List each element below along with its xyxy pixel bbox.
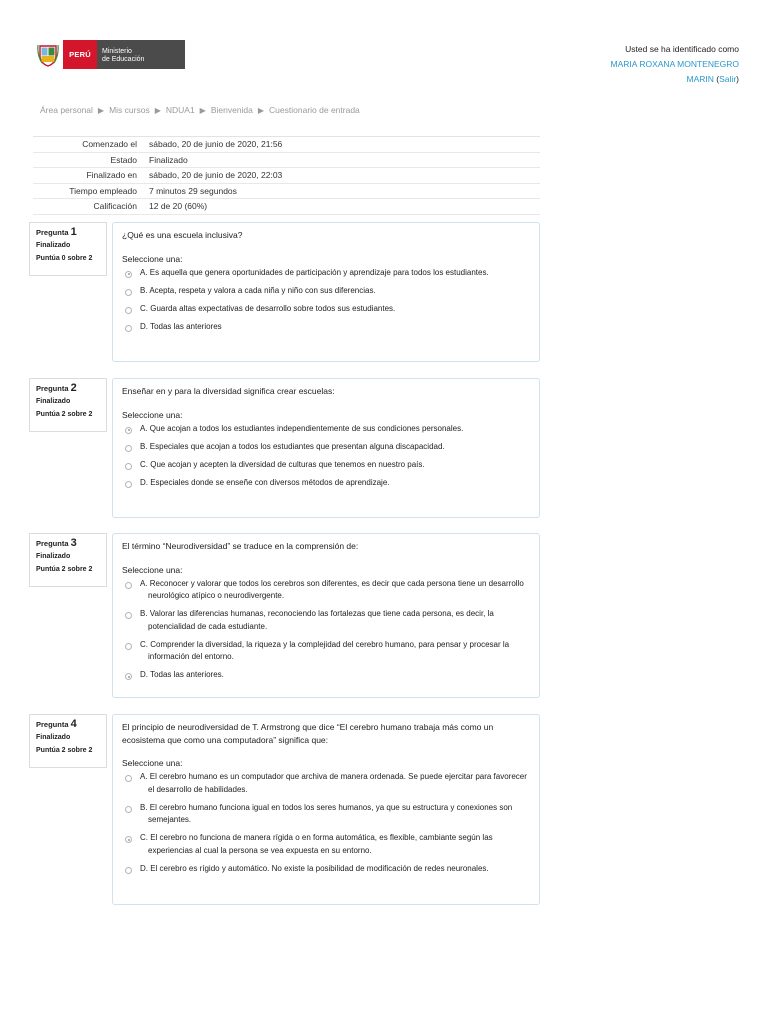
question-content <box>112 714 540 905</box>
summary-key: Tiempo empleado <box>69 185 137 196</box>
answer-option[interactable]: D. Todas las anteriores. <box>122 669 530 682</box>
radio-icon[interactable] <box>125 307 132 314</box>
breadcrumb-course[interactable]: NDUA1 <box>165 105 195 115</box>
summary-key: Finalizado en <box>86 170 137 181</box>
summary-row-started <box>33 137 540 153</box>
radio-icon[interactable] <box>125 643 132 650</box>
summary-row-grade <box>33 199 540 215</box>
answer-option[interactable]: B. El cerebro humano funciona igual en todos los seres humanos, ya que su estructura y conexiones son semejantes. <box>122 802 530 827</box>
radio-icon[interactable] <box>125 463 132 470</box>
question-mark: Puntúa 2 sobre 2 <box>36 566 93 573</box>
peru-label: PERÚ <box>63 40 97 69</box>
radio-icon[interactable] <box>125 481 132 488</box>
summary-value: 12 de 20 (60%) <box>149 201 208 212</box>
breadcrumb-separator-icon: ▶ <box>97 105 105 115</box>
answer-option[interactable]: A. Reconocer y valorar que todos los cerebros son diferentes, es decir que cada persona tiene un desarrollo neurológico atípico o neurodivergente. <box>122 578 530 603</box>
question-number: Pregunta 4 <box>36 718 77 730</box>
radio-icon[interactable] <box>125 806 132 813</box>
question-state: Finalizado <box>36 242 71 249</box>
breadcrumb-mis-cursos[interactable]: Mis cursos <box>109 105 150 115</box>
answer-prompt: Seleccione una: <box>122 564 183 575</box>
answer-option[interactable]: C. Guarda altas expectativas de desarrollo sobre todos sus estudiantes. <box>122 303 530 316</box>
attempt-summary-table <box>33 136 540 215</box>
radio-selected-icon[interactable] <box>125 836 132 843</box>
user-info: Usted se ha identificado como MARIA ROXANA MONTENEGRO MARIN (Salir) <box>610 44 739 84</box>
radio-icon[interactable] <box>125 867 132 874</box>
question-state: Finalizado <box>36 734 71 741</box>
question-info <box>29 714 107 768</box>
coat-of-arms-icon <box>33 40 63 69</box>
ministry-line1: Ministerio <box>102 48 132 55</box>
radio-icon[interactable] <box>125 582 132 589</box>
question-number: Pregunta 3 <box>36 537 77 549</box>
summary-value: Finalizado <box>149 154 188 165</box>
question-number: Pregunta 1 <box>36 226 77 238</box>
radio-selected-icon[interactable] <box>125 673 132 680</box>
summary-key: Estado <box>110 154 137 165</box>
identified-label: Usted se ha identificado como <box>625 44 739 54</box>
question-content <box>112 378 540 518</box>
breadcrumb-area-personal[interactable]: Área personal <box>40 105 93 115</box>
question-info <box>29 222 107 276</box>
answer-option[interactable]: B. Acepta, respeta y valora a cada niña y niño con sus diferencias. <box>122 285 530 298</box>
question-text: El principio de neurodiversidad de T. Armstrong que dice “El cerebro humano trabaja más como un ecosistema que como una computadora” significa que: <box>122 722 494 745</box>
answer-option[interactable]: C. Que acojan y acepten la diversidad de culturas que tenemos en nuestro país. <box>122 459 530 472</box>
summary-value: 7 minutos 29 segundos <box>149 185 237 196</box>
question-info <box>29 533 107 587</box>
answer-option[interactable]: C. Comprender la diversidad, la riqueza y la complejidad del cerebro humano, para pensar y procesar la información del entorno. <box>122 639 530 664</box>
summary-key: Calificación <box>93 201 137 212</box>
radio-icon[interactable] <box>125 775 132 782</box>
answer-prompt: Seleccione una: <box>122 409 183 420</box>
question-mark: Puntúa 2 sobre 2 <box>36 747 93 754</box>
breadcrumb-separator-icon: ▶ <box>154 105 161 115</box>
breadcrumb-section[interactable]: Bienvenida <box>210 105 253 115</box>
question-state: Finalizado <box>36 398 71 405</box>
user-name-line2[interactable]: MARIN <box>686 74 714 84</box>
ministry-name <box>97 40 185 69</box>
summary-row-state <box>33 153 540 169</box>
breadcrumb <box>40 105 360 115</box>
user-name[interactable]: MARIA ROXANA MONTENEGRO <box>610 59 739 69</box>
answer-option[interactable]: A. Es aquella que genera oportunidades de participación y aprendizaje para todos los estudiantes. <box>122 267 530 280</box>
radio-selected-icon[interactable] <box>125 427 132 434</box>
question-text: Enseñar en y para la diversidad significa crear escuelas: <box>122 386 335 396</box>
question-text: ¿Qué es una escuela inclusiva? <box>122 230 243 240</box>
answer-option[interactable]: D. El cerebro es rígido y automático. No existe la posibilidad de modificación de redes neuronales. <box>122 863 530 876</box>
answer-option[interactable]: A. Que acojan a todos los estudiantes independientemente de sus condiciones personales. <box>122 423 530 436</box>
ministry-logo[interactable] <box>33 40 185 69</box>
summary-value: sábado, 20 de junio de 2020, 21:56 <box>149 139 283 149</box>
radio-icon[interactable] <box>125 325 132 332</box>
question-number: Pregunta 2 <box>36 382 77 394</box>
breadcrumb-separator-icon: ▶ <box>257 105 265 115</box>
radio-icon[interactable] <box>125 289 132 296</box>
answer-prompt: Seleccione una: <box>122 253 183 264</box>
breadcrumb-separator-icon: ▶ <box>199 105 206 115</box>
question-content <box>112 222 540 362</box>
question-state: Finalizado <box>36 553 71 560</box>
question-info <box>29 378 107 432</box>
answer-option[interactable]: B. Especiales que acojan a todos los estudiantes que presentan alguna discapacidad. <box>122 441 530 454</box>
answer-option[interactable]: D. Todas las anteriores <box>122 321 530 334</box>
summary-key: Comenzado el <box>82 139 137 149</box>
question-content <box>112 533 540 698</box>
summary-row-finished <box>33 168 540 184</box>
radio-selected-icon[interactable] <box>125 271 132 278</box>
breadcrumb-quiz[interactable]: Cuestionario de entrada <box>269 105 360 115</box>
radio-icon[interactable] <box>125 612 132 619</box>
summary-value: sábado, 20 de junio de 2020, 22:03 <box>149 170 283 181</box>
question-mark: Puntúa 2 sobre 2 <box>36 411 93 418</box>
summary-row-time <box>33 184 540 200</box>
answer-option[interactable]: D. Especiales donde se enseñe con diversos métodos de aprendizaje. <box>122 477 530 490</box>
answer-option[interactable]: B. Valorar las diferencias humanas, reconociendo las fortalezas que tiene cada persona, es decir, la potencialidad de cada estudiante. <box>122 608 530 633</box>
question-text: El término “Neurodiversidad” se traduce en la comprensión de: <box>122 541 359 551</box>
radio-icon[interactable] <box>125 445 132 452</box>
answer-option[interactable]: C. El cerebro no funciona de manera rígida o en forma automática, es flexible, cambiante según las experiencias al cual la persona se vea expuesta en su entorno. <box>122 832 530 857</box>
answer-option[interactable]: A. El cerebro humano es un computador que archiva de manera ordenada. Se puede ejercitar para favorecer el desarrollo de habilidades. <box>122 771 530 796</box>
question-mark: Puntúa 0 sobre 2 <box>36 255 93 262</box>
logout-link[interactable]: Salir <box>719 74 737 84</box>
ministry-line2: de Educación <box>102 56 145 63</box>
answer-prompt: Seleccione una: <box>122 758 183 768</box>
